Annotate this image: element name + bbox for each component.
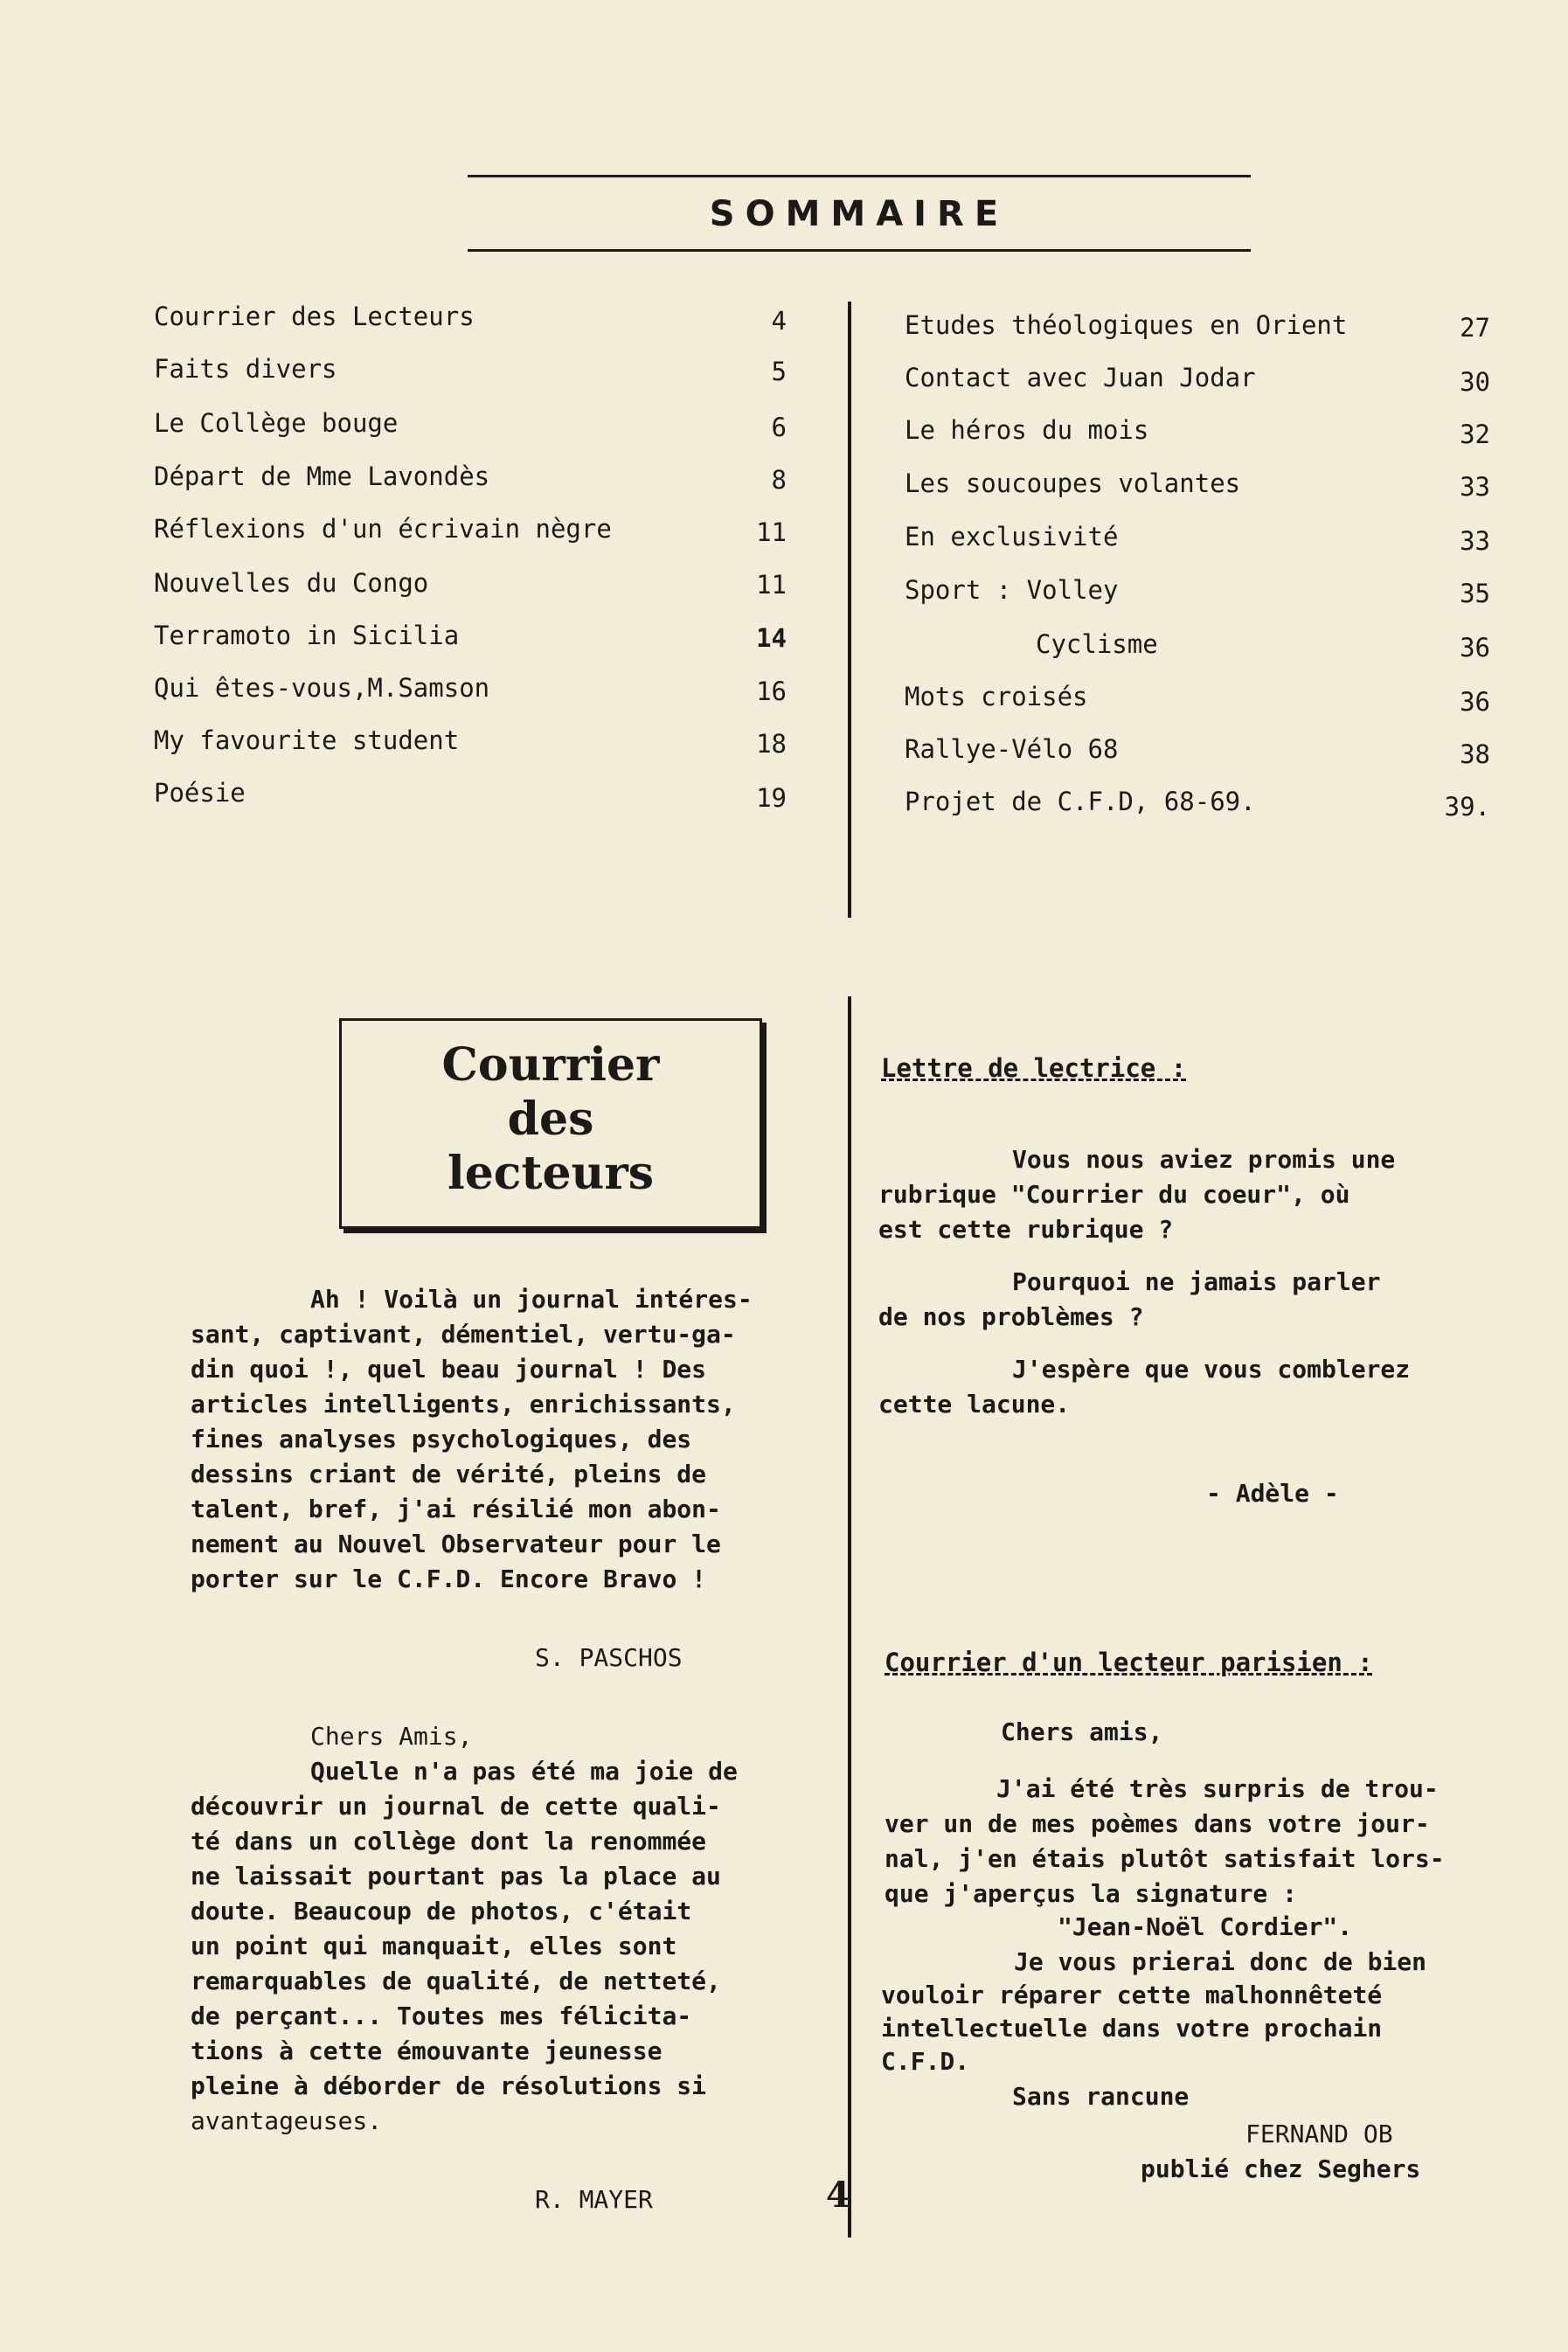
section-heading: Lettre de lectrice : xyxy=(881,1053,1187,1083)
toc-item-page: 18 xyxy=(756,729,787,759)
toc-item-label: Poésie xyxy=(154,778,246,808)
toc-item-label: Rallye-Vélo 68 xyxy=(905,734,1119,764)
toc-divider xyxy=(848,302,851,918)
letter-line: de nos problèmes ? xyxy=(878,1302,1144,1331)
letter-line: intellectuelle dans votre prochain xyxy=(881,2014,1383,2043)
letter-line: pleine à déborder de résolutions si xyxy=(191,2071,707,2100)
letter-line: de perçant... Toutes mes félicita- xyxy=(191,2002,692,2030)
toc-item-label: Mots croisés xyxy=(905,682,1088,711)
letter-line: J'espère que vous comblerez xyxy=(1012,1355,1411,1384)
toc-item-page: 32 xyxy=(1460,420,1490,449)
toc-item-page: 39. xyxy=(1444,792,1490,822)
toc-item-page: 4 xyxy=(771,306,787,336)
courrier-heading-box xyxy=(339,1018,762,1229)
toc-item-label: Réflexions d'un écrivain nègre xyxy=(154,514,612,544)
letter-line: remarquables de qualité, de netteté, xyxy=(191,1967,721,1995)
courrier-heading-line: des xyxy=(507,1093,594,1146)
toc-item-page: 14 xyxy=(756,623,787,653)
page-number: 4 xyxy=(826,2175,850,2216)
letter-line: Sans rancune xyxy=(1012,2082,1190,2111)
courrier-heading-line: Courrier xyxy=(441,1038,660,1092)
toc-item-page: 19 xyxy=(756,783,787,813)
section-heading: Courrier d'un lecteur parisien : xyxy=(885,1648,1373,1677)
toc-item-label: Contact avec Juan Jodar xyxy=(905,363,1256,392)
toc-item-page: 27 xyxy=(1460,313,1490,343)
courrier-heading xyxy=(342,1038,760,1201)
toc-item-label: Le héros du mois xyxy=(905,415,1149,445)
toc-item-label: Sport : Volley xyxy=(905,575,1119,605)
letter-signature: S. PASCHOS xyxy=(535,1643,683,1672)
letter-line: té dans un collège dont la renommée xyxy=(191,1827,707,1856)
title-rule-top xyxy=(468,175,1251,177)
toc-item-page: 30 xyxy=(1460,367,1490,397)
letter-line: nement au Nouvel Observateur pour le xyxy=(191,1530,721,1558)
letter-line: tions à cette émouvante jeunesse xyxy=(191,2036,663,2065)
signature-note: publié chez Seghers xyxy=(1141,2154,1421,2183)
toc-item-page: 16 xyxy=(756,676,787,706)
letter-line: vouloir réparer cette malhonnêteté xyxy=(881,1981,1383,2009)
letter-line: que j'aperçus la signature : xyxy=(885,1879,1298,1908)
letter-line: Pourquoi ne jamais parler xyxy=(1012,1267,1381,1296)
letter-line: Chers amis, xyxy=(1001,1717,1163,1746)
letter-line: articles intelligents, enrichissants, xyxy=(191,1390,736,1419)
letter-line: nal, j'en étais plutôt satisfait lors- xyxy=(885,1844,1445,1873)
letter-signature: FERNAND OB xyxy=(1245,2120,1393,2148)
toc-item-label: Terramoto in Sicilia xyxy=(154,621,460,650)
toc-item-page: 11 xyxy=(756,517,787,547)
toc-item-label: Le Collège bouge xyxy=(154,408,399,438)
sommaire-title: SOMMAIRE xyxy=(709,194,1009,234)
toc-item-page: 38 xyxy=(1460,739,1490,769)
toc-item-label: My favourite student xyxy=(154,725,460,755)
toc-item-page: 5 xyxy=(771,357,787,386)
toc-item-page: 35 xyxy=(1460,579,1490,608)
letter-line: découvrir un journal de cette quali- xyxy=(191,1792,721,1821)
letter-line: "Jean-Noël Cordier". xyxy=(1058,1912,1353,1941)
letter-line: cette lacune. xyxy=(878,1390,1071,1419)
letter-line: Chers Amis, xyxy=(310,1722,473,1751)
toc-item-label: Qui êtes-vous,M.Samson xyxy=(154,673,490,703)
toc-item-label: Faits divers xyxy=(154,354,337,384)
courrier-heading-line: lecteurs xyxy=(447,1147,655,1200)
letter-line: din quoi !, quel beau journal ! Des xyxy=(191,1355,707,1384)
letter-line: avantageuses. xyxy=(191,2106,383,2135)
letter-line: est cette rubrique ? xyxy=(878,1215,1174,1244)
letter-line: doute. Beaucoup de photos, c'était xyxy=(191,1897,692,1925)
toc-item-page: 36 xyxy=(1460,633,1490,663)
letter-line: un point qui manquait, elles sont xyxy=(191,1932,677,1960)
letter-line: talent, bref, j'ai résilié mon abon- xyxy=(191,1495,721,1523)
toc-item-page: 33 xyxy=(1460,526,1490,556)
toc-item-label: Courrier des Lecteurs xyxy=(154,302,475,331)
letter-line: Vous nous aviez promis une xyxy=(1012,1145,1396,1174)
letter-line: ne laissait pourtant pas la place au xyxy=(191,1862,721,1891)
toc-item-page: 36 xyxy=(1460,687,1490,717)
toc-item-label: Les soucoupes volantes xyxy=(905,468,1241,498)
toc-item-page: 6 xyxy=(771,413,787,442)
toc-item-label: En exclusivité xyxy=(905,522,1119,552)
toc-item-label: Nouvelles du Congo xyxy=(154,568,429,598)
letter-line: porter sur le C.F.D. Encore Bravo ! xyxy=(191,1565,707,1593)
toc-item-page: 33 xyxy=(1460,472,1490,502)
letter-line: dessins criant de vérité, pleins de xyxy=(191,1460,707,1488)
column-divider xyxy=(848,996,851,2238)
letter-line: C.F.D. xyxy=(881,2047,970,2076)
letter-line: ver un de mes poèmes dans votre jour- xyxy=(885,1809,1430,1838)
letter-line: J'ai été très surpris de trou- xyxy=(996,1774,1439,1803)
toc-item-page: 8 xyxy=(771,465,787,495)
letter-signature: R. MAYER xyxy=(535,2185,653,2214)
toc-item-label: Départ de Mme Lavondès xyxy=(154,461,490,491)
toc-item-page: 11 xyxy=(756,570,787,600)
letter-line: Quelle n'a pas été ma joie de xyxy=(310,1757,738,1786)
toc-item-label: Cyclisme xyxy=(1036,629,1158,659)
letter-line: fines analyses psychologiques, des xyxy=(191,1425,692,1454)
letter-line: Je vous prierai donc de bien xyxy=(1014,1947,1427,1976)
letter-line: Ah ! Voilà un journal intéres- xyxy=(310,1285,753,1314)
letter-line: sant, captivant, démentiel, vertu-ga- xyxy=(191,1320,736,1349)
title-rule-bottom xyxy=(468,249,1251,252)
toc-item-label: Etudes théologiques en Orient xyxy=(905,310,1348,340)
toc-item-label: Projet de C.F.D, 68-69. xyxy=(905,787,1256,816)
letter-line: rubrique "Courrier du coeur", où xyxy=(878,1180,1350,1209)
letter-signature: - Adèle - xyxy=(1206,1479,1339,1508)
